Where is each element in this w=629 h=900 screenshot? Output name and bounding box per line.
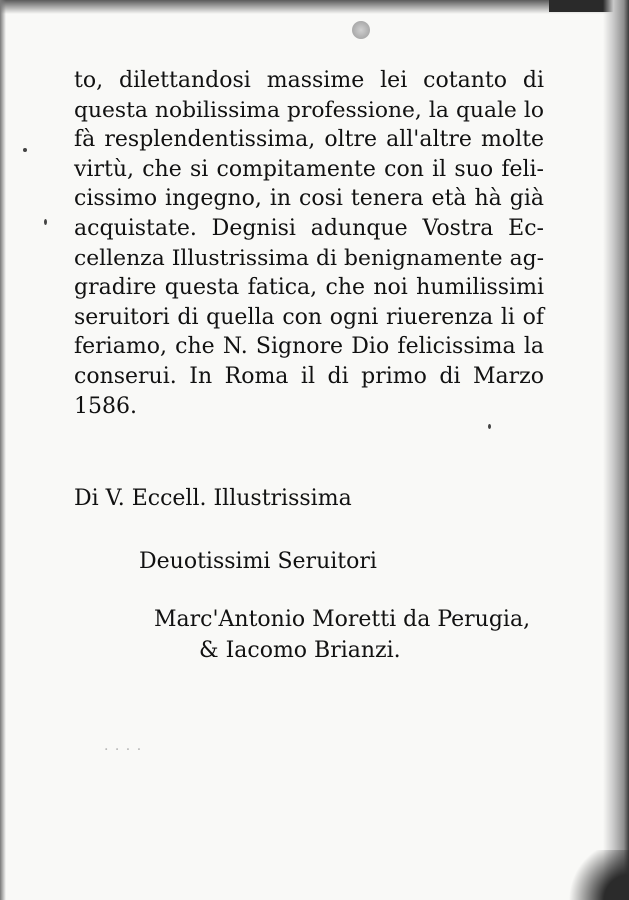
body-line: fà resplendentissima, oltre all'altre molte (74, 127, 544, 153)
faint-bleedthrough-mark: · · · · (104, 742, 143, 758)
body-line: virtù, che si compitamente con il suo feli- (74, 156, 544, 182)
body-text (74, 66, 544, 421)
body-line: gradire questa fatica, che noi humilissimi (74, 275, 544, 301)
signature-line-1: Marc'Antonio Moretti da Perugia, (154, 607, 531, 632)
body-line: conserui. In Roma il di primo di Marzo (74, 363, 544, 389)
date-line: 1586. (74, 393, 137, 419)
ink-speck (488, 424, 491, 429)
scan-edge-bottom-right (559, 850, 629, 900)
scan-edge-top (0, 0, 629, 14)
paper-hole-mark (352, 21, 370, 39)
body-line: cissimo ingegno, in cosi tenera età hà già (74, 186, 544, 212)
scan-edge-left (0, 0, 6, 900)
body-line: to, dilettandosi massime lei cotanto di (74, 68, 544, 93)
body-line: acquistate. Degnisi adunque Vostra Ec- (74, 215, 544, 241)
ink-speck (44, 219, 47, 225)
body-line: questa nobilissima professione, la quale lo (74, 97, 544, 123)
closing-greeting: Di V. Eccell. Illustrissima (74, 486, 352, 511)
closing-servants: Deuotissimi Seruitori (139, 549, 377, 574)
scan-edge-right (603, 0, 629, 900)
body-line: cellenza Illustrissima di benignamente ag- (74, 245, 544, 271)
body-line: seruitori di quella con ogni riuerenza li of (74, 304, 544, 330)
body-line: feriamo, che N. Signore Dio felicissima la (74, 334, 544, 360)
ink-speck (23, 148, 27, 152)
signature-line-2: & Iacomo Brianzi. (199, 638, 401, 663)
